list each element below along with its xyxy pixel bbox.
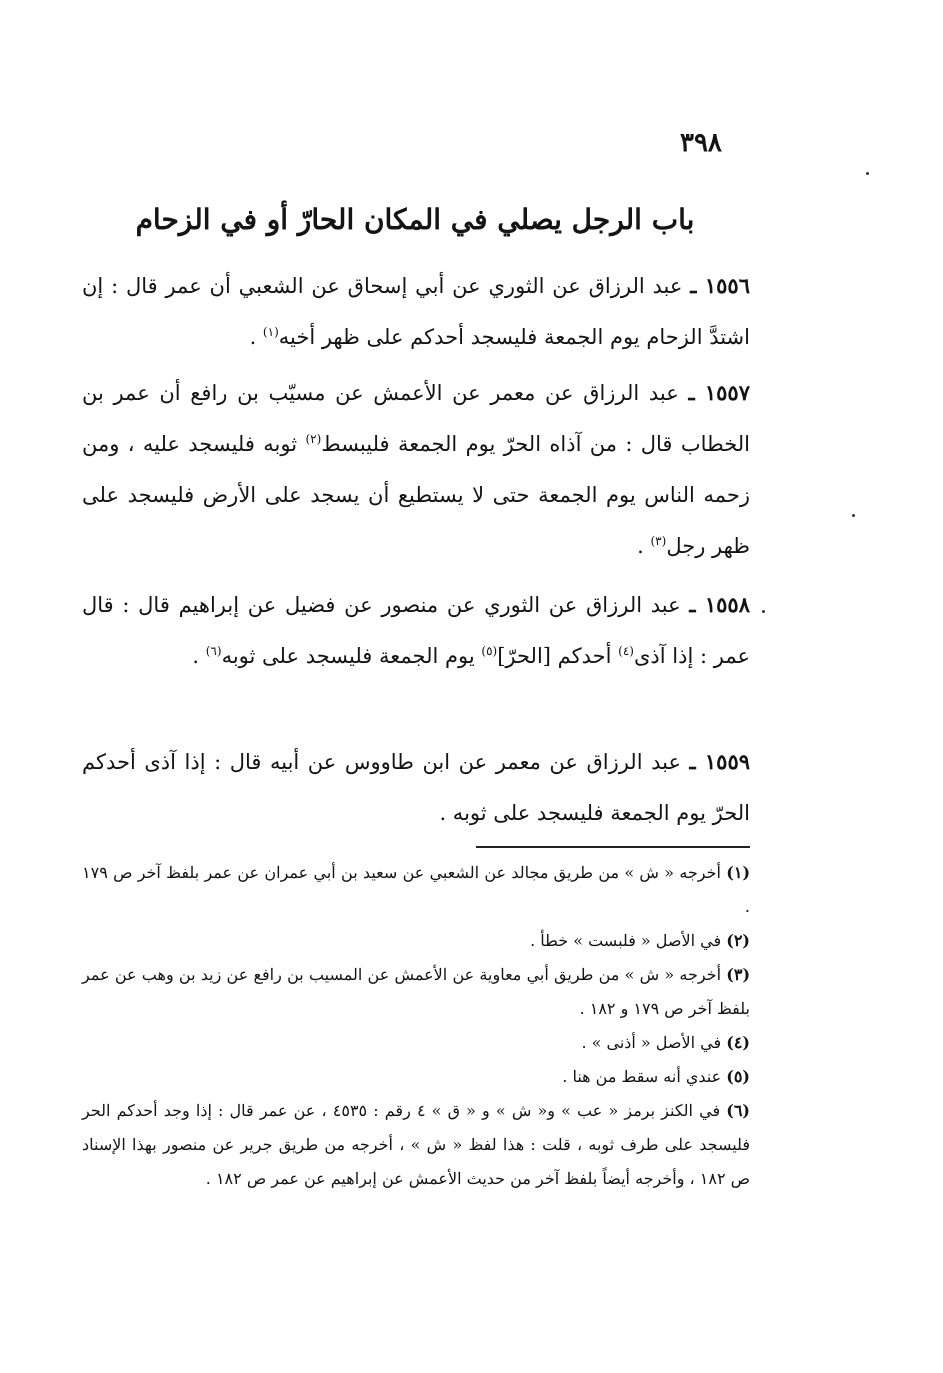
hadith-number: ١٥٥٩ ـ [689, 749, 751, 774]
footnote-ref: (٣) [650, 534, 667, 548]
hadith-number: ١٥٥٧ ـ [688, 380, 750, 405]
hadith-text: عبد الرزاق عن الثوري عن منصور عن فضيل عن إبراهيم قال : قال عمر : إذا آذى [82, 593, 750, 668]
footnote-number: (١) [726, 863, 751, 882]
footnote-text: أخرجه « ش » من طريق أبي معاوية عن الأعمش عن المسيب بن رافع عن زيد بن وهب عن عمر بلفظ آخر ص ١٧٩ و ١٨٢ . [82, 965, 750, 1018]
footnote-text: في الأصل « أذنى » . [581, 1033, 722, 1052]
hadith-end: . [637, 534, 651, 558]
footnote-ref: (٦) [205, 644, 222, 658]
footnote-text: أخرجه « ش » من طريق مجالد عن الشعبي عن سعيد بن أبي عمران عن عمر بلفظ آخر ص ١٧٩ . [82, 863, 750, 916]
footnote-text: عندي أنه سقط من هنا . [562, 1067, 722, 1086]
scan-speck [866, 172, 869, 175]
footnote-number: (٤) [726, 1033, 750, 1052]
footnote-number: (٢) [726, 931, 750, 950]
footnote [82, 924, 750, 958]
footnote [82, 1094, 750, 1196]
hadith-number: ١٥٥٨ ـ [689, 592, 750, 617]
chapter-title: باب الرجل يصلي في المكان الحارّ أو في الزحام [135, 203, 695, 236]
hadith-text: ثوبه فليسجد عليه ، ومن زحمه الناس يوم الجمعة حتى لا يستطيع أن يسجد على الأرض فليسجد على ظهر رجل [82, 432, 750, 558]
footnote-ref: (٢) [305, 432, 322, 446]
footnote [82, 958, 750, 1026]
hadith-1557 [82, 367, 750, 572]
hadith-text: عبد الرزاق عن معمر عن ابن طاووس عن أبيه قال : إذا آذى أحدكم الحرّ يوم الجمعة فليسجد على ثوبه . [82, 750, 750, 825]
footnote-divider [476, 846, 750, 848]
footnote-ref: (٥) [481, 644, 498, 658]
hadith-text: أحدكم [الحرّ] [497, 644, 619, 668]
footnote-number: (٦) [726, 1101, 750, 1120]
footnote-ref: (٤) [618, 644, 634, 658]
hadith-end: . [192, 644, 206, 668]
footnote [82, 1026, 750, 1060]
footnote-ref: (١) [262, 325, 279, 339]
hadith-1556 [82, 260, 750, 363]
hadith-text: يوم الجمعة فليسجد على ثوبه [221, 644, 482, 668]
footnotes [82, 856, 750, 1196]
page-number: ٣٩٨ [680, 128, 722, 158]
scan-speck [762, 610, 765, 613]
footnote-text: في الأصل « فلبست » خطأ . [530, 931, 722, 950]
footnote-number: (٣) [726, 965, 751, 984]
hadith-1558 [82, 579, 750, 682]
hadith-text: عبد الرزاق عن معمر عن الأعمش عن مسيّب بن رافع أن عمر بن الخطاب قال : من آذاه الحرّ يوم الجمعة فليبسط [82, 381, 751, 456]
hadith-text: عبد الرزاق عن الثوري عن أبي إسحاق عن الشعبي أن عمر قال : إن اشتدَّ الزحام يوم الجمعة فليسجد أحدكم على ظهر أخيه [82, 274, 750, 349]
footnote-number: (٥) [726, 1067, 750, 1086]
hadith-end: . [249, 325, 263, 349]
scan-speck [852, 514, 855, 517]
hadith-number: ١٥٥٦ ـ [690, 273, 750, 298]
footnote [82, 856, 750, 924]
hadith-1559 [82, 736, 750, 839]
footnote-text: في الكنز برمز « عب » و« ش » و « ق » ٤ رقم : ٤٥٣٥ ، عن عمر قال : إذا وجد أحدكم الحر فليسجد على طرف ثوبه ، قلت : هذا لفظ « ش » ، أخرجه من طريق جرير عن منصور بهذا الإسناد ص ١٨٢ ، وأخرجه أيضاً بلفظ آخر من حديث الأعمش عن إبراهيم عن عمر ص ١٨٢ . [82, 1101, 751, 1188]
footnote [82, 1060, 750, 1094]
